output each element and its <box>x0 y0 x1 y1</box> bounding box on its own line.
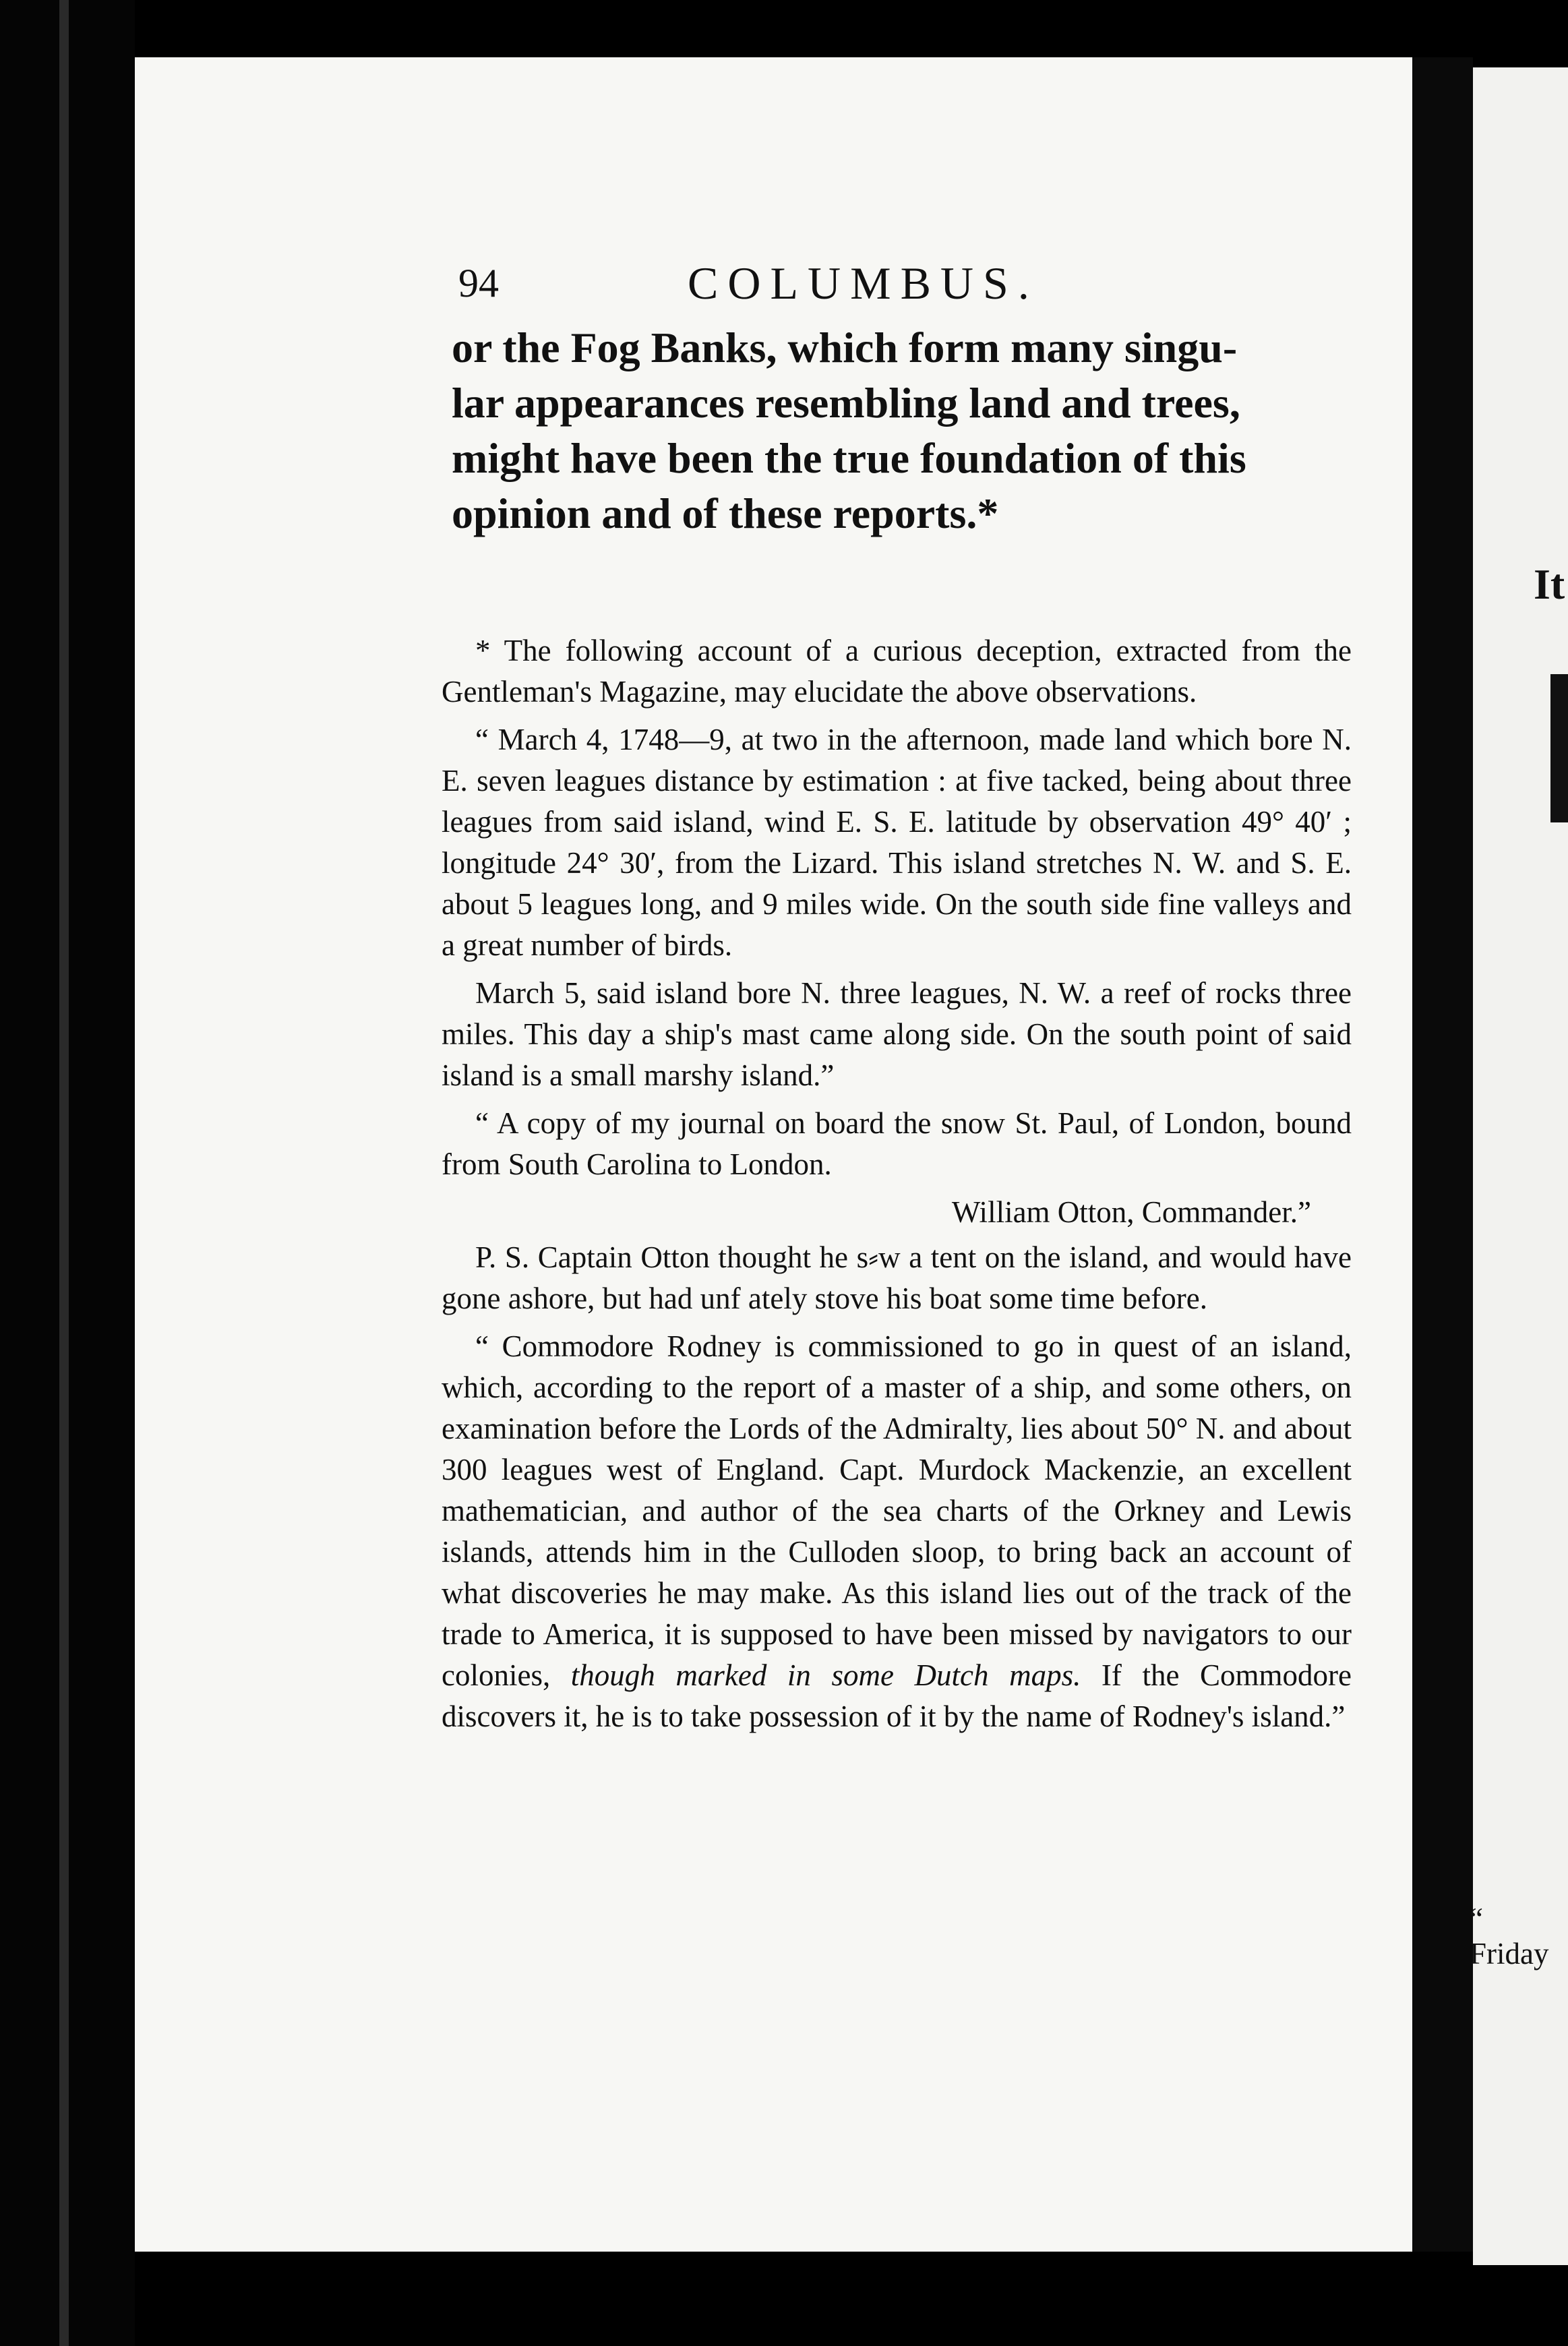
main-text-line: might have been the true foundation of this <box>452 434 1246 482</box>
footnote-rodney-paragraph <box>442 1326 1352 1737</box>
rodney-text-end: If the Commodore discovers it, he is to take possession of it by the name of Rodney's island.” <box>442 1658 1352 1733</box>
running-title: COLUMBUS. <box>688 258 1039 309</box>
footnote <box>442 630 1352 1744</box>
footnote-postscript: P. S. Captain Otton thought he s⸗w a tent on the island, and would have gone ashore, but had unf ately stove his boat some time before. <box>442 1240 1352 1315</box>
rodney-italic-text: though marked in some Dutch maps. <box>570 1658 1081 1692</box>
page-number: 94 <box>458 261 499 305</box>
main-text-line: or the Fog Banks, which form many singu- <box>452 324 1238 371</box>
main-text <box>452 320 1348 541</box>
footnote-intro: * The following account of a curious deception, extracted from the Gentleman's Magazine, may elucidate the above observations. <box>442 634 1352 709</box>
running-head <box>310 253 1341 313</box>
catchword-bottom: “ Friday <box>1470 1902 1549 1971</box>
page-edge-shadow <box>1412 57 1473 2252</box>
footnote-journal-entry-2: March 5, said island bore N. three leagues, N. W. a reef of rocks three miles. This day a ship's mast came along side. On the south point of said island is a small marshy island.” <box>442 976 1352 1092</box>
footnote-signature: William Otton, Commander.” <box>951 1195 1311 1229</box>
main-text-line: lar appearances resembling land and trees, <box>452 379 1240 427</box>
footnote-journal-source: “ A copy of my journal on board the snow St. Paul, of London, bound from South Carolina to London. <box>442 1106 1352 1181</box>
page-content <box>310 0 1565 2346</box>
footnote-journal-entry-1: “ March 4, 1748—9, at two in the afternoon, made land which bore N. E. seven leagues distance by estimation : at five tacked, being about three leagues from said island, wind E. S. E. latitude by observation 49° 40′ ; longitude 24° 30′, from the Lizard. This island stretches N. W. and S. E. about 5 leagues long, and 9 miles wide. On the south side fine valleys and a great number of birds. <box>442 723 1352 962</box>
catchword-top: It <box>1534 560 1565 608</box>
rodney-text: “ Commodore Rodney is commissioned to go in quest of an island, which, according to the report of a master of a ship, and some others, on examination before the Lords of the Admiralty, lies about 50° N. and about 300 leagues west of England. Capt. Murdock Mackenzie, an excellent mathematician, and author of the sea charts of the Orkney and Lewis islands, attends him in the Culloden sloop, to bring back an account of what discoveries he may make. As this island lies out of the track of the trade to America, it is supposed to have been missed by navigators to our colonies, <box>442 1329 1352 1692</box>
main-text-line: opinion and of these reports.* <box>452 489 999 537</box>
facing-page-mark <box>1550 674 1568 822</box>
binding-stripe <box>59 0 69 2346</box>
